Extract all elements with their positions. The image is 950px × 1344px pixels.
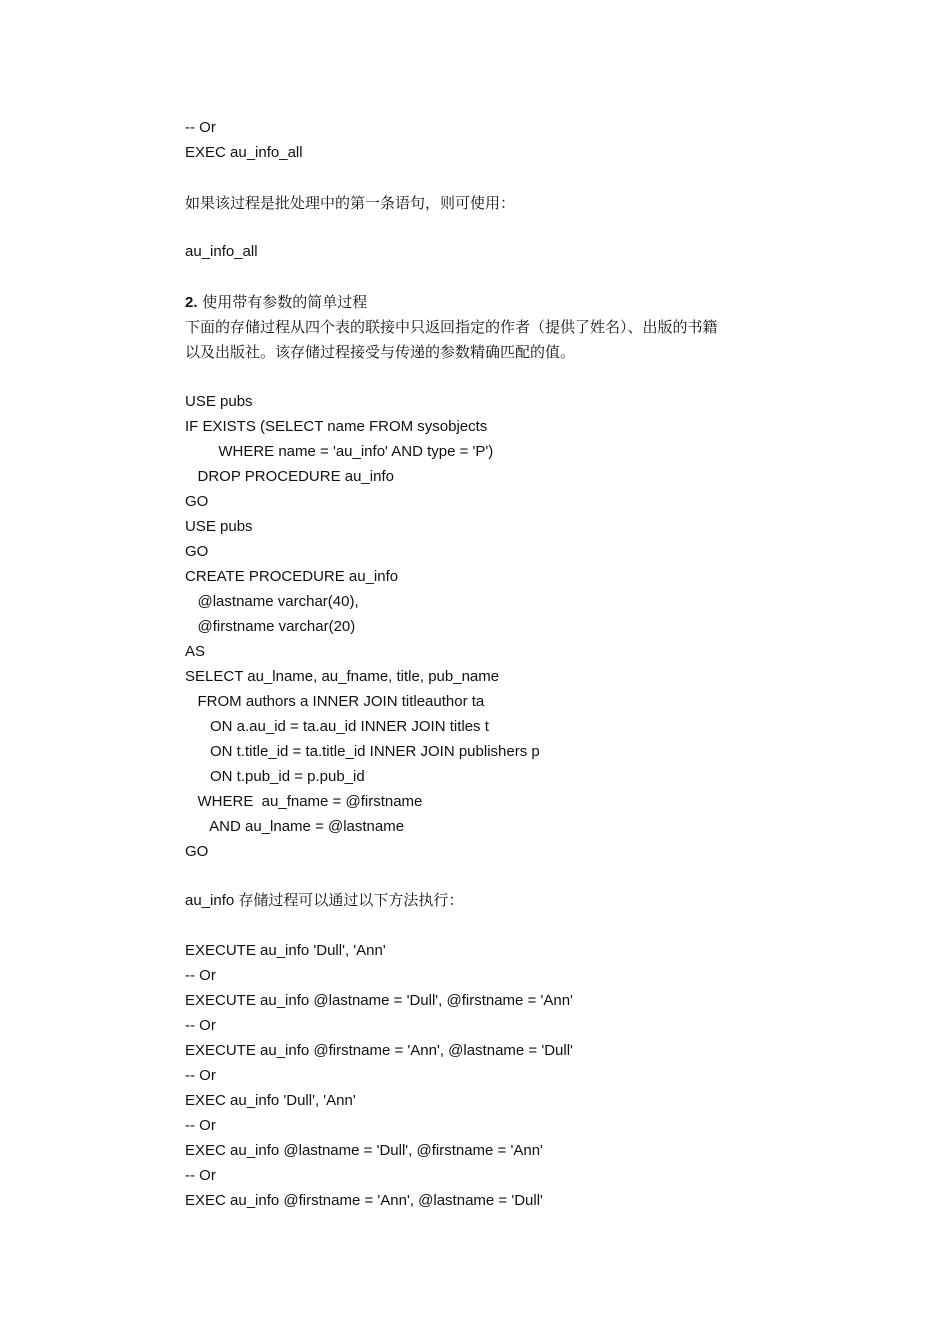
code-comment-or: -- Or bbox=[185, 967, 216, 984]
code-comment-or: -- Or bbox=[185, 119, 216, 136]
code-line: DROP PROCEDURE au_info bbox=[185, 468, 394, 485]
code-comment-or: -- Or bbox=[185, 1017, 216, 1034]
code-line-au-info-all: au_info_all bbox=[185, 243, 258, 260]
code-comment-or: -- Or bbox=[185, 1067, 216, 1084]
section-title: 使用带有参数的简单过程 bbox=[197, 293, 368, 311]
code-line: GO bbox=[185, 493, 209, 510]
code-line: AS bbox=[185, 643, 206, 660]
code-line: FROM authors a INNER JOIN titleauthor ta bbox=[185, 693, 485, 710]
section-heading bbox=[185, 292, 367, 313]
code-line: EXEC au_info @lastname = 'Dull', @firstname = 'Ann' bbox=[185, 1142, 543, 1159]
section-number: 2. bbox=[185, 294, 198, 311]
code-line: IF EXISTS (SELECT name FROM sysobjects bbox=[185, 418, 488, 435]
paragraph-description-line-2: 以及出版社。该存储过程接受与传递的参数精确匹配的值。 bbox=[185, 343, 576, 361]
code-line-exec-au-info-all: EXEC au_info_all bbox=[185, 144, 303, 161]
code-line: EXECUTE au_info @lastname = 'Dull', @firstname = 'Ann' bbox=[185, 992, 573, 1009]
code-line: EXECUTE au_info @firstname = 'Ann', @lastname = 'Dull' bbox=[185, 1042, 573, 1059]
code-line: CREATE PROCEDURE au_info bbox=[185, 568, 399, 585]
code-line: SELECT au_lname, au_fname, title, pub_name bbox=[185, 668, 500, 685]
code-line: USE pubs bbox=[185, 518, 253, 535]
code-line: ON a.au_id = ta.au_id INNER JOIN titles t bbox=[185, 718, 489, 735]
code-line: @lastname varchar(40), bbox=[185, 593, 359, 610]
code-line: EXEC au_info 'Dull', 'Ann' bbox=[185, 1092, 356, 1109]
code-line: ON t.title_id = ta.title_id INNER JOIN publishers p bbox=[185, 743, 540, 760]
code-line: AND au_lname = @lastname bbox=[185, 818, 405, 835]
code-line: WHERE au_fname = @firstname bbox=[185, 793, 423, 810]
code-line: EXEC au_info @firstname = 'Ann', @lastname = 'Dull' bbox=[185, 1192, 543, 1209]
paragraph-execution-note: au_info 存储过程可以通过以下方法执行： bbox=[185, 892, 464, 909]
code-line: GO bbox=[185, 843, 209, 860]
code-line: EXECUTE au_info 'Dull', 'Ann' bbox=[185, 942, 386, 959]
code-comment-or: -- Or bbox=[185, 1117, 216, 1134]
code-line: USE pubs bbox=[185, 393, 253, 410]
code-comment-or: -- Or bbox=[185, 1167, 216, 1184]
code-line: WHERE name = 'au_info' AND type = 'P') bbox=[185, 443, 494, 460]
code-line: GO bbox=[185, 543, 209, 560]
code-line: @firstname varchar(20) bbox=[185, 618, 356, 635]
code-line: ON t.pub_id = p.pub_id bbox=[185, 768, 365, 785]
paragraph-description-line-1: 下面的存储过程从四个表的联接中只返回指定的作者（提供了姓名）、出版的书籍 bbox=[185, 318, 718, 336]
paragraph-first-statement-note: 如果该过程是批处理中的第一条语句，则可使用： bbox=[185, 194, 516, 212]
